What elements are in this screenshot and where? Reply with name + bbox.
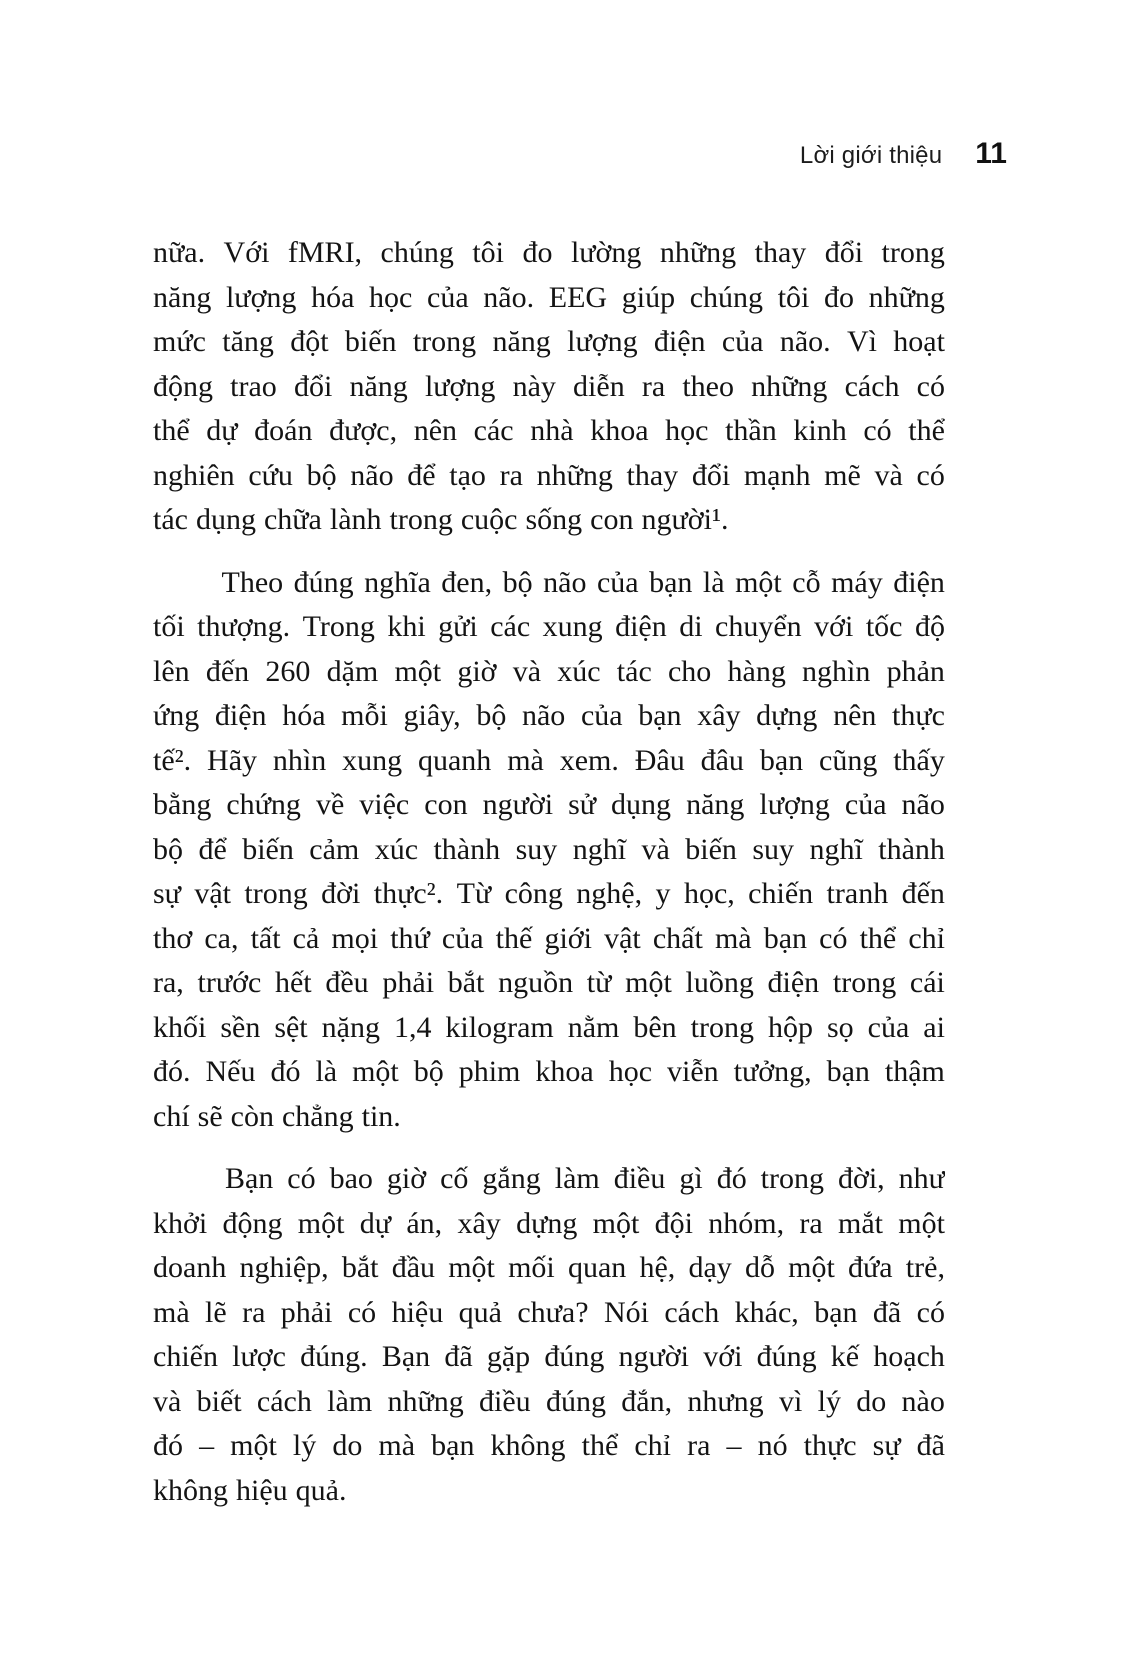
text-line: không hiệu quả. — [153, 1473, 347, 1507]
paragraph — [153, 1157, 945, 1513]
text-line: đó – một lý do mà bạn không thể chỉ ra – nó thực sự đã — [153, 1429, 945, 1462]
running-header-title: Lời giới thiệu — [799, 142, 943, 169]
text-line: tối thượng. Trong khi gửi các xung điện di chuyển với tốc độ — [153, 610, 945, 643]
text-line: lên đến 260 dặm một giờ và xúc tác cho hàng nghìn phản — [153, 654, 945, 688]
text-line: và biết cách làm những điều đúng đắn, nhưng vì lý do nào — [153, 1384, 945, 1418]
text-line: sự vật trong đời thực². Từ công nghệ, y học, chiến tranh đến — [153, 877, 945, 910]
text-line: ứng điện hóa mỗi giây, bộ não của bạn xây dựng nên thực — [153, 699, 945, 732]
text-line: động trao đổi năng lượng này diễn ra theo những cách có — [153, 369, 945, 403]
text-line: khởi động một dự án, xây dựng một đội nhóm, ra mắt một — [153, 1206, 945, 1240]
running-header — [153, 137, 1007, 171]
paragraph — [153, 231, 945, 543]
body-text — [153, 231, 945, 1513]
text-line: thể dự đoán được, nên các nhà khoa học thần kinh có thể — [153, 414, 945, 447]
text-line: Theo đúng nghĩa đen, bộ não của bạn là một cỗ máy điện — [221, 565, 945, 599]
text-line: bằng chứng về việc con người sử dụng năng lượng của não — [153, 788, 945, 821]
text-line: ra, trước hết đều phải bắt nguồn từ một luồng điện trong cái — [153, 966, 945, 999]
text-line: chiến lược đúng. Bạn đã gặp đúng người với đúng kế hoạch — [153, 1340, 945, 1373]
text-line: mức tăng đột biến trong năng lượng điện của não. Vì hoạt — [153, 325, 945, 358]
text-line: chí sẽ còn chẳng tin. — [153, 1099, 401, 1133]
text-line: tế². Hãy nhìn xung quanh mà xem. Đâu đâu bạn cũng thấy — [153, 743, 945, 777]
text-line: đó. Nếu đó là một bộ phim khoa học viễn tưởng, bạn thậm — [153, 1055, 945, 1088]
text-line: tác dụng chữa lành trong cuộc sống con người¹. — [153, 503, 729, 536]
text-line: doanh nghiệp, bắt đầu một mối quan hệ, dạy dỗ một đứa trẻ, — [153, 1251, 945, 1284]
paragraph — [153, 561, 945, 1140]
text-line: nghiên cứu bộ não để tạo ra những thay đổi mạnh mẽ và có — [153, 458, 945, 492]
text-line: năng lượng hóa học của não. EEG giúp chúng tôi đo những — [153, 280, 945, 314]
text-line: nữa. Với fMRI, chúng tôi đo lường những thay đổi trong — [153, 236, 945, 269]
text-line: khối sền sệt nặng 1,4 kilogram nằm bên trong hộp sọ của ai — [153, 1010, 945, 1044]
text-line: mà lẽ ra phải có hiệu quả chưa? Nói cách khác, bạn đã có — [153, 1295, 945, 1329]
text-line: bộ để biến cảm xúc thành suy nghĩ và biến suy nghĩ thành — [153, 832, 945, 866]
text-line: thơ ca, tất cả mọi thứ của thế giới vật chất mà bạn có thể chỉ — [153, 921, 945, 955]
text-line: Bạn có bao giờ cố gắng làm điều gì đó trong đời, như — [224, 1162, 945, 1195]
page-number: 11 — [975, 137, 1007, 170]
